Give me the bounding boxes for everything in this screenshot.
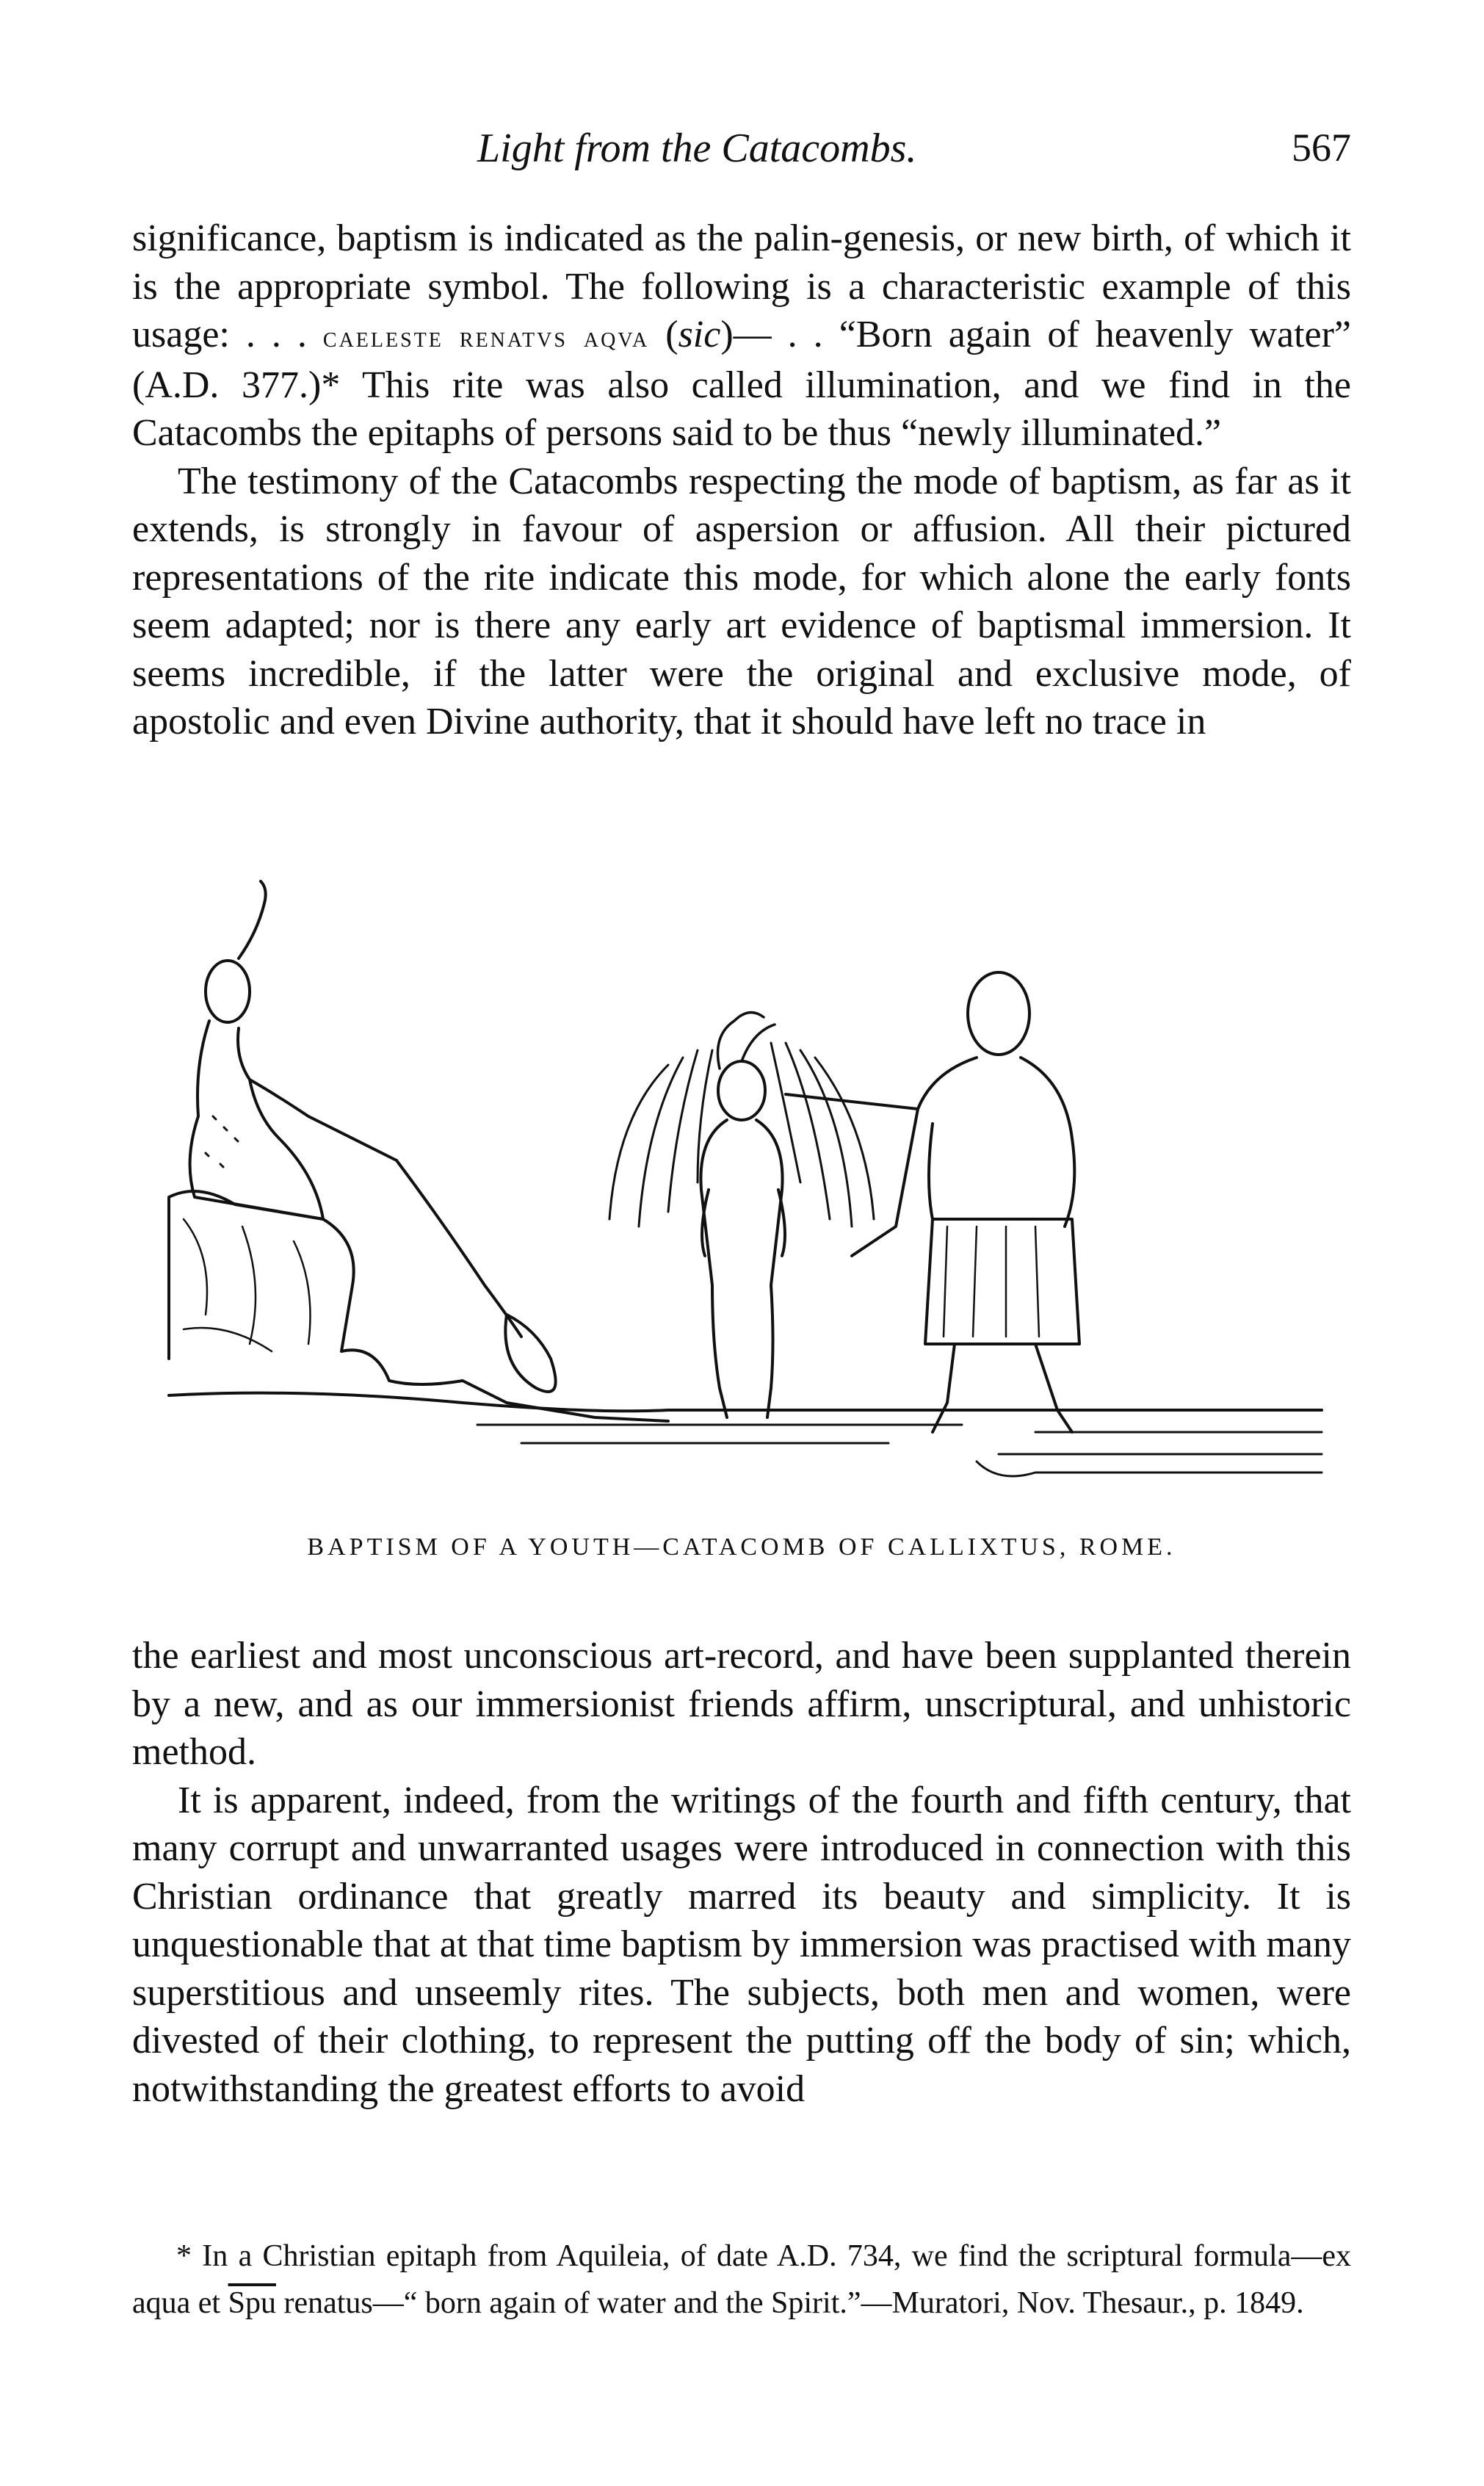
page-number: 567 — [1292, 126, 1351, 170]
water-line-2 — [477, 1425, 1322, 1432]
staff — [397, 1160, 521, 1337]
seated-figure-shading — [206, 1116, 238, 1167]
baptism-illustration — [154, 874, 1329, 1498]
rock-texture — [184, 1219, 311, 1351]
footnote-part-a: * In a Christian epitaph from Aquileia, of date A.D. 734, we find the scriptural formula—ex aqua et — [132, 2239, 1351, 2320]
footnote — [132, 2233, 1351, 2327]
rock-outline — [169, 1191, 668, 1421]
paragraph-3: the earliest and most unconscious art-record, and have been supplanted therein by a new, and as our immersionist friends affirm, unscriptural, and unhistoric method. — [132, 1635, 1351, 1773]
youth-hair — [718, 1013, 775, 1069]
paragraph-1-part-a: significance, baptism is indicated as the palin-genesis, or new birth, of which it is the appropriate symbol. The following is a characteristic example of this usage: . . . — [132, 217, 1351, 355]
paragraph-1-paren: ( — [649, 314, 678, 355]
paragraph-4: It is apparent, indeed, from the writings of the fourth and fifth century, that many corrupt and unwarranted usages were introduced in connection with this Christian ordinance that greatly marred its beauty and simplicity. It is unquestionable that at that time baptism by immersion was practised with many superstitious and unseemly rites. The subjects, both men and women, were divested of their clothing, to represent the putting off the body of sin; which, notwithstanding the greatest efforts to avoid — [132, 1779, 1351, 2110]
seated-figure-head — [206, 961, 250, 1022]
running-title: Light from the Catacombs. — [477, 126, 917, 171]
seated-figure-body — [190, 1021, 397, 1219]
page-header — [132, 125, 1351, 184]
paragraph-1-part-b: )— . . “Born again of heavenly water” (A.D. 377.)* This rite was also called illumination, and we find in the Catacombs the epitaphs of persons said to be thus “newly illuminated.” — [132, 314, 1351, 454]
water-line-1 — [169, 1393, 1322, 1412]
paragraph-1 — [132, 214, 1351, 458]
footnote-part-b: renatus—“ born again of water and the Spirit.”—Muratori, Nov. Thesaur., p. 1849. — [275, 2286, 1304, 2320]
footnote-abbreviation: $\overline{Spu}$ — [228, 2286, 276, 2320]
baptizer-head — [968, 972, 1029, 1055]
baptizer-skirt-lines — [944, 1226, 1039, 1337]
latin-inscription: caeleste renatvs aqva — [322, 320, 650, 353]
footnote-text — [132, 2233, 1351, 2327]
text-block-bottom — [132, 1632, 1351, 2113]
figure-caption: BAPTISM OF A YOUTH—CATACOMB OF CALLIXTUS, ROME. — [307, 1533, 1176, 1561]
text-block-top — [132, 214, 1351, 746]
water-line-3 — [521, 1443, 1322, 1454]
sic-note: sic — [678, 314, 721, 355]
paragraph-2: The testimony of the Catacombs respecting the mode of baptism, as far as it extends, is strongly in favour of aspersion or affusion. All their pictured representations of the rite indicate this mode, for which alone the early fonts seem adapted; nor is there any early art evidence of baptismal immersion. It seems incredible, if the latter were the original and exclusive mode, of apostolic and even Divine authority, that it should have left no trace in — [132, 460, 1351, 742]
seated-figure-hair — [239, 881, 266, 958]
youth-body — [701, 1120, 785, 1417]
youth-head — [718, 1061, 765, 1120]
water-line-4 — [977, 1461, 1322, 1476]
spray-lines — [609, 1043, 874, 1226]
